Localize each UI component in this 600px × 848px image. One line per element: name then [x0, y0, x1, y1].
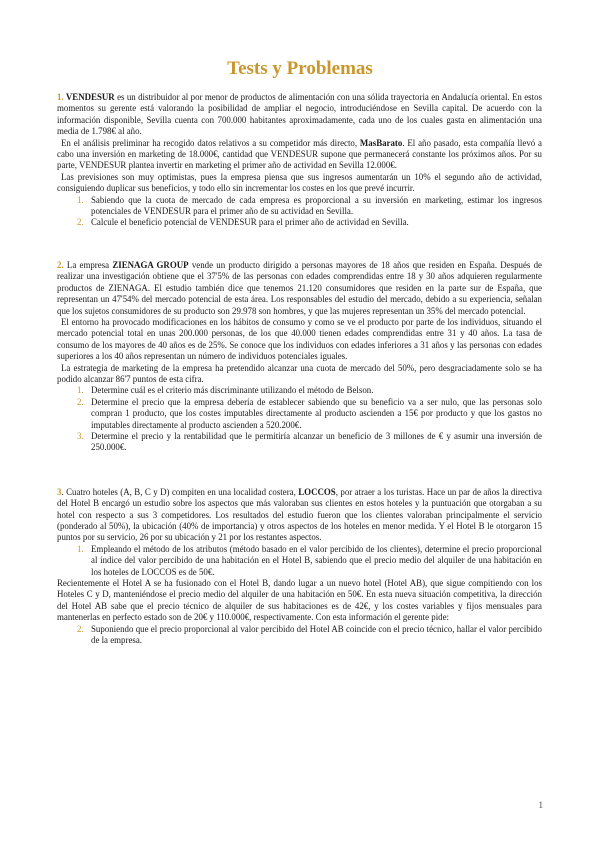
problem-number: 2 [57, 259, 62, 270]
problem-3-intro: 3. Cuatro hoteles (A, B, C y D) compiten en una localidad costera, LOCCOS, por atraer a los turistas. Hace un par de años la directiva del Hotel B encargó un estudio sobre los aspectos que más valoraban sus clientes en estos hoteles y la puntuación que otorgaban a su hotel con respecto a sus 3 competidores. Los resultados del estudio fueron que los clientes valoraban principalmente el servicio (ponderado al 50%), la ubicación (40% de importancia) y otros aspectos de los hoteles en menor medida. Y el Hotel B le otorgaron 15 puntos por su servicio, 26 por su ubicación y 21 por los restantes aspectos. [57, 486, 542, 543]
company-name: LOCCOS [298, 486, 336, 497]
question-marker: 1. [77, 194, 84, 205]
problem-number: 3 [57, 486, 62, 497]
page-title: Tests y Problemas [227, 58, 373, 79]
problem-3-questions-b [57, 624, 542, 647]
question-item [57, 217, 542, 228]
section-spacer [57, 229, 542, 260]
document-body [57, 92, 542, 646]
question-text: Suponiendo que el precio proporcional al valor percibido del Hotel AB coincide con el precio técnico, hallar el valor percibido de la empresa. [91, 623, 542, 646]
question-text: Determine cuál es el criterio más discriminante utilizando el método de Belson. [91, 385, 374, 396]
company-name: ZIENAGA GROUP [112, 259, 189, 270]
question-item [57, 195, 542, 218]
question-marker: 1. [77, 385, 84, 396]
question-text: Empleando el método de los atributos (método basado en el valor percibido de los clientes), determine el precio proporcional al índice del valor percibido de una habitación en el Hotel B, sabiendo que el precio medio del alquiler de una habitación en los hoteles de LOCCOS es de 50€. [91, 543, 542, 577]
competitor-name: MasBarato [359, 137, 403, 148]
question-marker: 2. [77, 217, 84, 228]
problem-number: 1 [57, 92, 62, 102]
problem-2 [57, 260, 542, 454]
question-marker: 2. [77, 396, 84, 407]
question-item [57, 385, 542, 396]
problem-3-questions-a [57, 544, 542, 578]
problem-1-intro: 1. VENDESUR es un distribuidor al por menor de productos de alimentación con una sólida trayectoria en Andalucía oriental. En estos momentos su gerente está valorando la posibilidad de ampliar el negocio, introduciéndose en Sevilla capital. De acuerdo con la información disponible, Sevilla cuenta con 700.000 habitantes aproximadamente, cada uno de los cuales gasta en alimentación una media de 1.798€ al año. [57, 92, 542, 137]
page-number: 1 [538, 800, 543, 810]
problem-3 [57, 487, 542, 647]
problem-1-paragraph-2: En el análisis preliminar ha recogido datos relativos a su competidor más directo, MasBarato. El año pasado, esta compañía llevó a cabo una inversión en marketing de 18.000€, cantidad que VENDESUR supone que permanecerá constante los próximos años. Por su parte, VENDESUR plantea invertir en marketing el primer año de actividad en Sevilla 12.000€. [57, 137, 542, 171]
question-marker: 2. [77, 623, 84, 634]
problem-1-paragraph-3: Las previsiones son muy optimistas, pues la empresa piensa que sus ingresos aumentarán un 10% el segundo año de actividad, consiguiendo duplicar sus beneficios, y todo ello sin incrementar los costes en los que prevé incurrir. [57, 171, 542, 194]
question-item [57, 431, 542, 454]
question-text: Determine el precio que la empresa debería de establecer sabiendo que su beneficio va a ser nulo, que las personas solo compran 1 producto, que los costes imputables directamente al producto ascienden a 15€ por producto y que los gastos no imputables directamente al producto ascienden a 520.200€. [91, 396, 542, 430]
problem-1-questions [57, 195, 542, 229]
question-marker: 1. [77, 543, 84, 554]
question-text: Determine el precio y la rentabilidad que le permitiría alcanzar un beneficio de 3 millones de € y asumir una inversión de 250.000€. [91, 430, 542, 453]
problem-2-paragraph-3: La estrategia de marketing de la empresa ha pretendido alcanzar una cuota de mercado del 50%, pero desgraciadamente solo se ha podido alcanzar 86'7 puntos de esta cifra. [57, 362, 542, 384]
question-item [57, 397, 542, 431]
section-spacer [57, 454, 542, 487]
problem-2-paragraph-2: El entorno ha provocado modificaciones en los hábitos de consumo y como se ve el producto por parte de los individuos, situando el mercado potencial total en unas 200.000 personas, de los que 40.000 tienen edades comprendidas entre 31 y 40 años. La tasa de consumo de los mayores de 40 años es de 25%. Se conoce que los individuos con edades inferiores a 31 años y las personas con edades superiores a los 40 años representan un número de individuos potenciales iguales. [57, 316, 542, 362]
question-text: Sabiendo que la cuota de mercado de cada empresa es proporcional a su inversión en marketing, estimar los ingresos potenciales de VENDESUR para el primer año de su actividad en Sevilla. [91, 194, 542, 217]
question-text: Calcule el beneficio potencial de VENDESUR para el primer año de actividad en Sevilla. [91, 217, 409, 228]
problem-2-intro: 2. La empresa ZIENAGA GROUP vende un producto dirigido a personas mayores de 18 años que residen en España. Después de realizar una investigación obtiene que el 37'5% de las personas con edades comprendidas entre 18 y 30 años adquieren regularmente productos de ZIENAGA. El estudio también dice que tenemos 21.120 consumidores que residen en la parte sur de España, que representan un 47'54% del mercado potencial de esta área. Los responsables del estudio del mercado, debido a su experiencia, señalan que los sujetos consumidores de su producto son 29.978 son hombres, y que las mujeres representan un 35% del mercado potencial. [57, 259, 542, 316]
question-item [57, 544, 542, 578]
problem-3-paragraph-2: Recientemente el Hotel A se ha fusionado con el Hotel B, dando lugar a un nuevo hotel (Hotel AB), que sigue compitiendo con los Hoteles C y D, manteniéndose el precio medio del alquiler de una habitación en 50€. En esta nueva situación competitiva, la dirección del Hotel AB sabe que el precio técnico de alquiler de sus habitaciones es de 42€, y los costes variables y fijos mensuales para mantenerlas en perfecto estado son de 20€ y 110.000€, respectivamente. Con esta información el gerente pide: [57, 578, 542, 623]
problem-2-questions [57, 385, 542, 453]
company-name: VENDESUR [65, 92, 115, 102]
question-marker: 3. [77, 430, 84, 441]
question-item [57, 624, 542, 647]
problem-1 [57, 92, 542, 229]
